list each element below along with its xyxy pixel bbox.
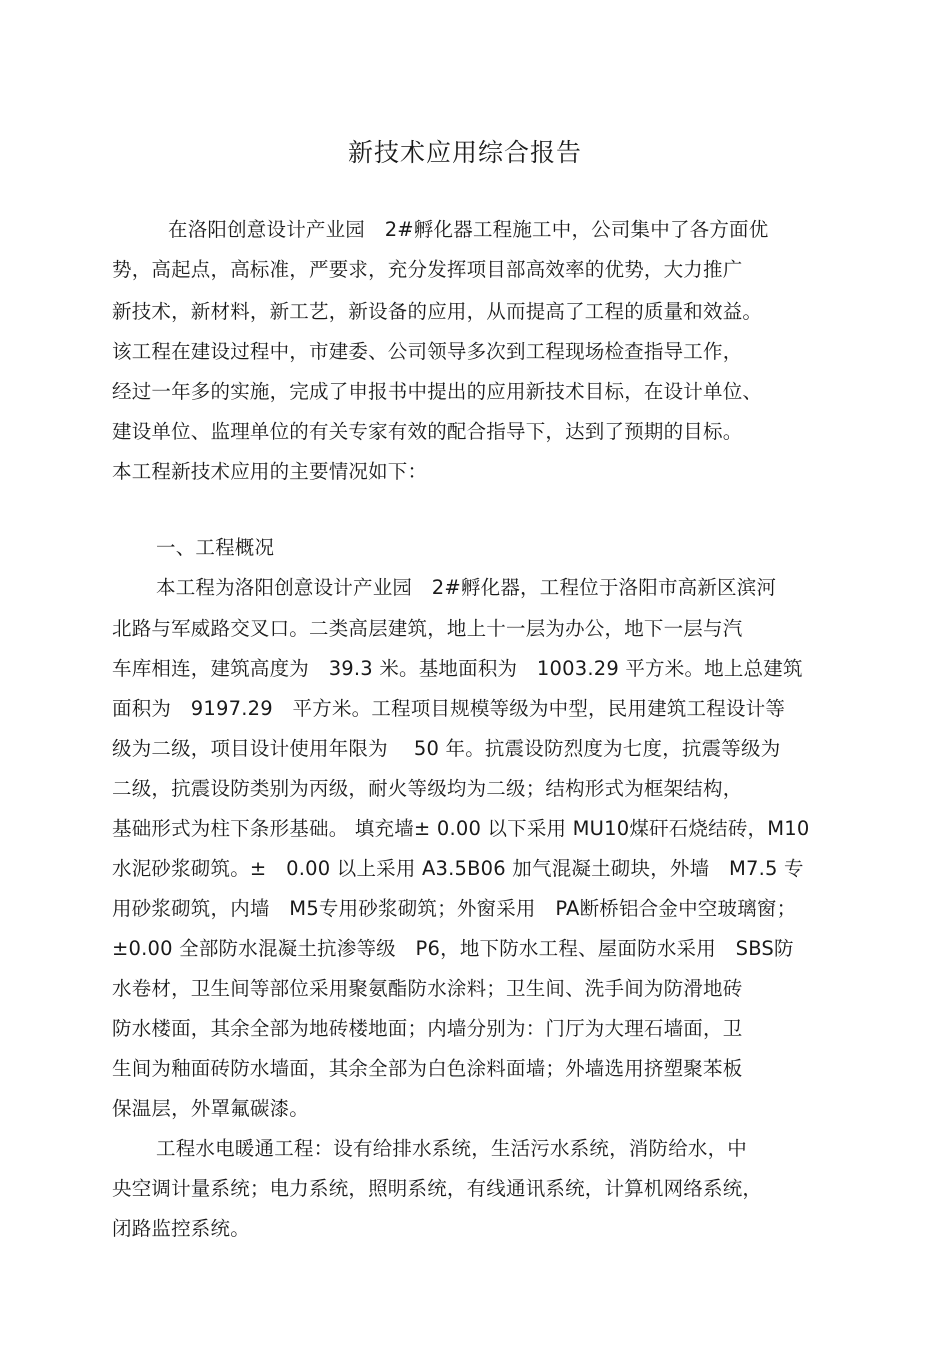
body-line: 基础形式为柱下条形基础。 填充墙± 0.00 以下采用 MU10煤矸石烧结砖，M10 <box>112 817 810 840</box>
intro-line: 势，高起点，高标准，严要求，充分发挥项目部高效率的优势，大力推广 <box>112 258 743 281</box>
intro-line: 该工程在建设过程中，市建委、公司领导多次到工程现场检查指导工作， <box>112 340 743 363</box>
body-line: 北路与军威路交叉口。二类高层建筑，地上十一层为办公，地下一层与汽 <box>112 617 743 640</box>
body-line: 生间为釉面砖防水墙面，其余全部为白色涂料面墙；外墙选用挤塑聚苯板 <box>112 1057 743 1080</box>
body-line: 面积为 9197.29 平方米。工程项目规模等级为中型，民用建筑工程设计等 <box>112 697 786 720</box>
intro-line: 经过一年多的实施，完成了申报书中提出的应用新技术目标，在设计单位、 <box>112 380 763 403</box>
document-title: 新技术应用综合报告 <box>347 138 582 167</box>
body-line: 央空调计量系统；电力系统，照明系统，有线通讯系统，计算机网络系统， <box>112 1177 763 1200</box>
intro-line: 在洛阳创意设计产业园 2#孵化器工程施工中，公司集中了各方面优 <box>168 218 769 241</box>
body-line: 二级，抗震设防类别为丙级，耐火等级均为二级；结构形式为框架结构， <box>112 777 743 800</box>
body-line: 防水楼面，其余全部为地砖楼地面；内墙分别为：门厅为大理石墙面，卫 <box>112 1017 743 1040</box>
body-line: 用砂浆砌筑，内墙 M5专用砂浆砌筑；外窗采用 PA断桥铝合金中空玻璃窗； <box>112 897 797 920</box>
body-line: ±0.00 全部防水混凝土抗渗等级 P6，地下防水工程、屋面防水采用 SBS防 <box>112 937 794 960</box>
body-line: 保温层，外罩氟碳漆。 <box>112 1097 310 1120</box>
intro-line: 建设单位、监理单位的有关专家有效的配合指导下，达到了预期的目标。 <box>112 420 743 443</box>
body-line: 闭路监控系统。 <box>112 1217 250 1240</box>
section-heading: 一、工程概况 <box>156 536 275 559</box>
intro-line: 本工程新技术应用的主要情况如下： <box>112 460 428 483</box>
body-line: 工程水电暖通工程：设有给排水系统，生活污水系统，消防给水，中 <box>156 1137 748 1160</box>
body-line: 级为二级，项目设计使用年限为 50 年。抗震设防烈度为七度，抗震等级为 <box>112 737 781 760</box>
body-line: 水卷材，卫生间等部位采用聚氨酯防水涂料；卫生间、洗手间为防滑地砖 <box>112 977 743 1000</box>
body-line: 本工程为洛阳创意设计产业园 2#孵化器，工程位于洛阳市高新区滨河 <box>156 576 777 599</box>
intro-line: 新技术，新材料，新工艺，新设备的应用，从而提高了工程的质量和效益。 <box>112 300 763 323</box>
body-line: 车库相连，建筑高度为 39.3 米。基地面积为 1003.29 平方米。地上总建筑 <box>112 657 803 680</box>
body-line: 水泥砂浆砌筑。± 0.00 以上采用 A3.5B06 加气混凝土砌块，外墙 M7.5 专 <box>112 857 804 880</box>
